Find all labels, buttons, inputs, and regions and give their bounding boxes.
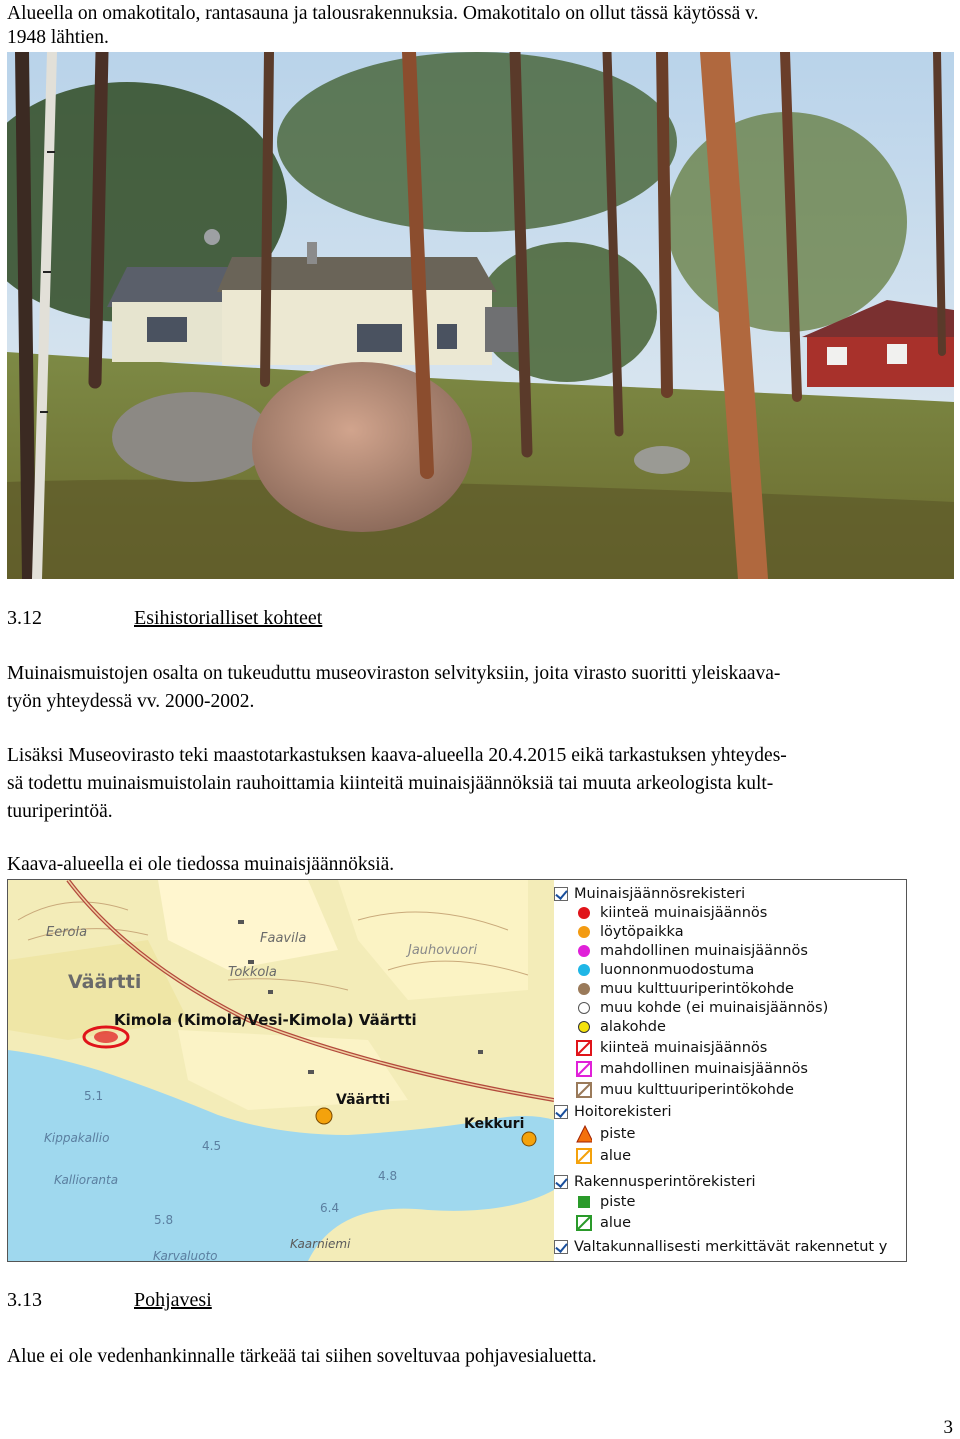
legend-item-kiintea-area: kiinteä muinaisjäännös — [576, 1038, 767, 1058]
legend-group-hoitorekisteri[interactable]: Hoitorekisteri — [554, 1102, 672, 1122]
label-faavila: Faavila — [260, 931, 307, 946]
checkbox-checked-icon[interactable] — [554, 1175, 568, 1189]
section-3-13-heading — [7, 1289, 212, 1312]
red-dot-icon — [578, 907, 590, 919]
checkbox-checked-icon[interactable] — [554, 1240, 568, 1254]
map-canvas — [8, 880, 554, 1261]
legend-item-rak-alue: alue — [576, 1213, 631, 1233]
heritage-map — [7, 879, 907, 1262]
legend-group-muinaisjaannosrekisteri[interactable] — [554, 884, 745, 904]
legend-item-hoito-alue: alue — [576, 1146, 631, 1166]
label-vaartti-top: Väärtti — [68, 971, 142, 993]
p1-line-1: Muinaismuistojen osalta on tukeuduttu museoviraston selvityksiin, joita virasto suoritti yleiskaava- — [7, 663, 781, 684]
legend-item-kiintea: kiinteä muinaisjäännös — [576, 903, 767, 923]
legend-group-rakennusperinto[interactable]: Rakennusperintörekisteri — [554, 1172, 756, 1192]
hollow-dot-icon — [578, 1002, 590, 1014]
p2-line-3: tuuriperintöä. — [7, 801, 113, 822]
label-kekkuri: Kekkuri — [464, 1116, 525, 1132]
legend-item-luonnonmuodostuma: luonnonmuodostuma — [576, 960, 754, 980]
label-karvaluoto: Karvaluoto — [153, 1249, 218, 1261]
legend-item-loytopaikka: löytöpaikka — [576, 922, 684, 942]
label-depth-64: 6.4 — [320, 1201, 340, 1215]
legend-item-mahdollinen: mahdollinen muinaisjäännös — [576, 941, 808, 961]
label-eerola: Eerola — [46, 925, 88, 940]
red-hatched-area-icon — [576, 1040, 592, 1056]
intro-line-1: Alueella on omakotitalo, rantasauna ja talousrakennuksia. Omakotitalo on ollut tässä käytössä v. — [7, 3, 759, 24]
p2-line-2: sä todettu muinaismuistolain rauhoittamia kiinteitä muinaisjäännöksiä tai muuta arkeologista kult- — [7, 773, 774, 794]
page-number: 3 — [943, 1417, 953, 1438]
legend-item-rak-piste: piste — [576, 1192, 635, 1212]
legend-item-muu-kulttuuri-area: muu kulttuuriperintökohde — [576, 1080, 794, 1100]
legend-group-label: Muinaisjäännösrekisteri — [574, 886, 746, 902]
legend-item-hoito-piste: piste — [576, 1124, 635, 1144]
cyan-dot-icon — [578, 964, 590, 976]
pohjavesi-paragraph: Alue ei ole vedenhankinnalle tärkeää tai siihen soveltuvaa pohjavesialuetta. — [7, 1346, 597, 1367]
orange-hatched-area-icon — [576, 1148, 592, 1164]
brown-dot-icon — [578, 983, 590, 995]
label-depth-48: 4.8 — [378, 1169, 398, 1183]
section-number: 3.13 — [7, 1289, 42, 1311]
legend-item-muu-kohde: muu kohde (ei muinaisjäännös) — [576, 998, 828, 1018]
intro-line-2: 1948 lähtien. — [7, 27, 109, 48]
green-hatched-area-icon — [576, 1215, 592, 1231]
label-kallioranta: Kallioranta — [54, 1173, 119, 1187]
checkbox-checked-icon[interactable] — [554, 1105, 568, 1119]
section-title: Pohjavesi — [134, 1289, 212, 1311]
legend-item-alakohde: alakohde — [576, 1017, 666, 1037]
p2-line-1: Lisäksi Museovirasto teki maastotarkastuksen kaava-alueella 20.4.2015 eikä tarkastuksen yhteydes- — [7, 745, 787, 766]
magenta-hatched-area-icon — [576, 1061, 592, 1077]
label-vaartti-mid: Väärtti — [336, 1092, 391, 1108]
orange-triangle-icon — [576, 1125, 592, 1143]
label-kaarniemi: Kaarniemi — [290, 1237, 351, 1251]
brown-hatched-area-icon — [576, 1082, 592, 1098]
label-depth-51: 5.1 — [84, 1089, 104, 1103]
label-tokkola: Tokkola — [228, 965, 277, 980]
house-photo — [7, 52, 954, 579]
label-kimola: Kimola (Kimola/Vesi-Kimola) Väärtti — [114, 1011, 417, 1029]
orange-dot-icon — [578, 926, 590, 938]
section-number: 3.12 — [7, 607, 42, 629]
green-square-icon — [578, 1196, 590, 1208]
p1-line-2: työn yhteydessä vv. 2000-2002. — [7, 691, 255, 712]
label-depth-58: 5.8 — [154, 1213, 174, 1227]
section-3-12-heading — [7, 607, 322, 630]
checkbox-checked-icon[interactable] — [554, 887, 568, 901]
section-title: Esihistorialliset kohteet — [134, 607, 323, 629]
yellow-dot-icon — [578, 1021, 590, 1033]
p3: Kaava-alueella ei ole tiedossa muinaisjäännöksiä. — [7, 854, 395, 875]
legend-group-valtakunnallisesti[interactable]: Valtakunnallisesti merkittävät rakennetut y — [554, 1237, 887, 1257]
label-jauhovuori: Jauhovuori — [408, 943, 478, 958]
legend-item-mahdollinen-area: mahdollinen muinaisjäännös — [576, 1059, 808, 1079]
label-kippakallio: Kippakallio — [44, 1131, 110, 1145]
map-legend — [554, 880, 906, 1261]
legend-item-muu-kulttuuri: muu kulttuuriperintökohde — [576, 979, 794, 999]
magenta-dot-icon — [578, 945, 590, 957]
label-depth-45: 4.5 — [202, 1139, 222, 1153]
